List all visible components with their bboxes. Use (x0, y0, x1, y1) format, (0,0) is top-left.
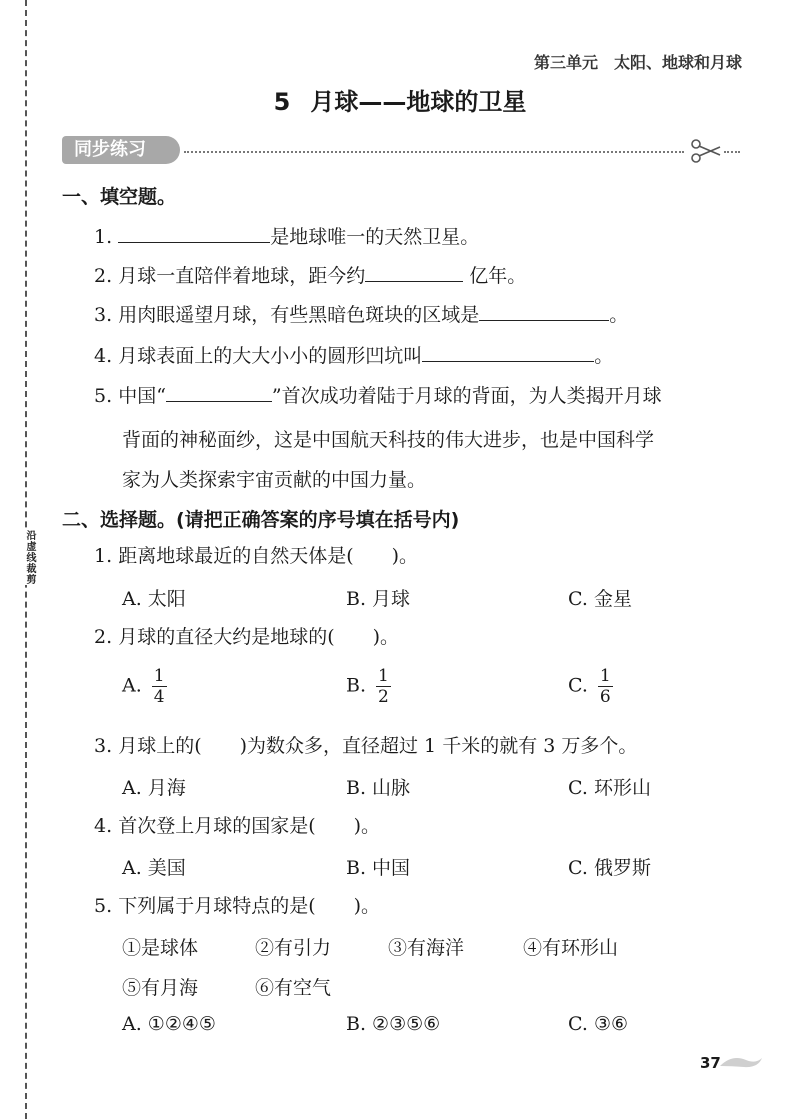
option-c[interactable]: C. 环形山 (568, 777, 651, 799)
answer-blank[interactable] (118, 222, 270, 243)
option-label: B. (346, 674, 367, 697)
option-a[interactable]: A. 美国 (122, 857, 186, 879)
option-c[interactable]: C. 金星 (568, 588, 632, 610)
unit-header (534, 50, 742, 73)
q-number: 5. (94, 895, 113, 917)
option-b[interactable] (346, 666, 391, 707)
fraction (152, 666, 167, 707)
numerator: 1 (378, 666, 389, 686)
q-text: 月球上的( (118, 735, 202, 757)
q-text-after: )。 (372, 626, 400, 648)
option-b[interactable]: B. 月球 (346, 588, 411, 610)
fraction (376, 666, 391, 707)
q-text: 用肉眼遥望月球，有些黑暗色斑块的区域是 (118, 304, 480, 326)
page-title (0, 82, 800, 117)
choice-q4 (94, 813, 380, 839)
denominator: 2 (378, 687, 389, 707)
fill-q3 (94, 300, 628, 328)
q-text: 距离地球最近的自然天体是( (118, 545, 354, 567)
fill-q4 (94, 341, 613, 369)
q-text-after: ”首次成功着陆于月球的背面，为人类揭开月球 (271, 385, 662, 407)
q-text-after: )。 (353, 895, 381, 917)
denominator: 4 (153, 687, 165, 707)
choice-heading: 二、选择题。(请把正确答案的序号填在括号内) (62, 509, 460, 531)
dotted-divider-end (724, 151, 740, 153)
q-text: 首次登上月球的国家是( (118, 815, 316, 837)
unit-title: 太阳、地球和月球 (613, 53, 742, 72)
q-text-after: )。 (353, 815, 381, 837)
section-tag: 同步练习 (62, 136, 180, 164)
choice-q1 (94, 543, 418, 569)
fill-q5-line2: 背面的神秘面纱，这是中国航天科技的伟大进步，也是中国科学 (122, 429, 655, 451)
denominator: 6 (599, 687, 611, 707)
page-swoosh-icon (718, 1052, 764, 1072)
option-c[interactable]: C. ③⑥ (568, 1013, 629, 1035)
option-a[interactable] (122, 666, 167, 707)
option-label: C. (568, 674, 588, 697)
answer-blank[interactable] (422, 341, 594, 362)
q-text-after: 。 (594, 345, 614, 367)
answer-blank[interactable] (479, 300, 609, 321)
q-text-after: )为数众多，直径超过 1 千米的就有 3 万多个。 (239, 735, 638, 757)
feature-item: ⑥有空气 (255, 977, 332, 999)
cut-label: 沿虚线裁剪 (15, 530, 35, 585)
q-text-after: 。 (609, 304, 629, 326)
option-a[interactable]: A. 月海 (122, 777, 186, 799)
option-a[interactable]: A. 太阳 (122, 588, 186, 610)
feature-item: ①是球体 (122, 937, 199, 959)
q-number: 4. (94, 815, 113, 837)
feature-item: ②有引力 (255, 937, 332, 959)
option-c[interactable]: C. 俄罗斯 (568, 857, 651, 879)
choice-q2 (94, 624, 399, 650)
option-b[interactable]: B. 中国 (346, 857, 411, 879)
q-number: 2. (94, 265, 113, 287)
scissors-icon (690, 138, 722, 164)
q-number: 3. (94, 304, 113, 326)
lesson-title: 月球——地球的卫星 (310, 88, 527, 116)
fill-q2 (94, 261, 526, 289)
dotted-divider (184, 151, 684, 153)
numerator: 1 (599, 666, 611, 686)
q-text: 是地球唯一的天然卫星。 (270, 226, 480, 248)
option-a[interactable]: A. ①②④⑤ (122, 1013, 216, 1035)
feature-item: ⑤有月海 (122, 977, 199, 999)
fill-q1 (94, 222, 479, 250)
unit-name: 第三单元 (533, 53, 598, 72)
q-text: 月球的直径大约是地球的( (118, 626, 335, 648)
option-label: A. (122, 674, 142, 697)
option-b[interactable]: B. ②③⑤⑥ (346, 1013, 441, 1035)
answer-blank[interactable] (365, 261, 463, 282)
lesson-number: 5 (273, 88, 291, 116)
q-number: 2. (94, 626, 113, 648)
q-number: 1. (94, 545, 113, 567)
q-number: 4. (94, 345, 113, 367)
q-number: 3. (94, 735, 113, 757)
feature-item: ③有海洋 (388, 937, 465, 959)
fill-blank-heading: 一、填空题。 (62, 186, 177, 208)
q-number: 1. (94, 226, 113, 248)
answer-blank[interactable] (166, 381, 272, 402)
q-text: 月球表面上的大大小小的圆形凹坑叫 (118, 345, 423, 367)
q-text-after: )。 (391, 545, 419, 567)
choice-q5 (94, 893, 380, 919)
option-c[interactable] (568, 666, 613, 707)
q-text: 中国“ (118, 385, 166, 407)
feature-item: ④有环形山 (523, 937, 619, 959)
q-number: 5. (94, 385, 113, 407)
q-text-after: 亿年。 (469, 265, 527, 287)
fill-q5-line3: 家为人类探索宇宙贡献的中国力量。 (122, 469, 427, 491)
choice-q3 (94, 733, 637, 759)
fraction (598, 666, 613, 707)
numerator: 1 (153, 666, 165, 686)
fill-q5 (94, 381, 662, 409)
q-text: 月球一直陪伴着地球，距今约 (118, 265, 366, 287)
option-b[interactable]: B. 山脉 (346, 777, 411, 799)
page-number: 37 (700, 1054, 721, 1072)
q-text: 下列属于月球特点的是( (118, 895, 316, 917)
